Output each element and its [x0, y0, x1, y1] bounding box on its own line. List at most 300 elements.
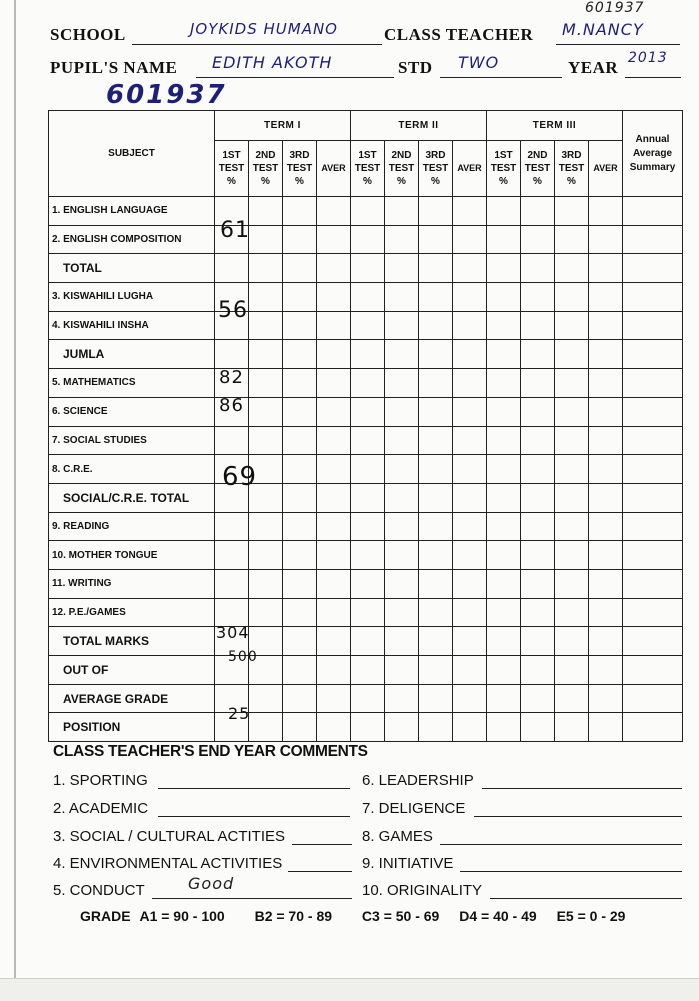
mark-cell	[623, 656, 683, 685]
mark-cell	[521, 483, 555, 512]
mark-cell	[521, 512, 555, 541]
mark-cell	[453, 225, 487, 254]
mark-cell	[419, 569, 453, 598]
mark-cell	[589, 656, 623, 685]
mark-cell	[249, 225, 283, 254]
table-row	[49, 254, 683, 283]
mark-cell	[351, 340, 385, 369]
mark-cell	[215, 426, 249, 455]
mark-cell	[249, 254, 283, 283]
mark-cell	[317, 225, 351, 254]
mark-cell	[351, 598, 385, 627]
mark-cell	[555, 340, 589, 369]
mark-cell	[453, 254, 487, 283]
comment-left-2: 2. ACADEMIC	[53, 800, 149, 817]
mark-cell	[521, 684, 555, 713]
subject-name: 2. ENGLISH COMPOSITION	[49, 225, 215, 254]
table-row	[49, 397, 683, 426]
mark-cell	[419, 627, 453, 656]
pupil-name-label: PUPIL'S NAME	[50, 58, 178, 77]
mark-cell	[623, 225, 683, 254]
subject-name: 11. WRITING	[49, 569, 215, 598]
mark-cell	[385, 197, 419, 226]
grade-e5: E5 = 0 - 29	[556, 908, 626, 924]
mark-cell	[419, 483, 453, 512]
mark-cell	[351, 541, 385, 570]
mark-cell	[453, 627, 487, 656]
mark-cell	[283, 197, 317, 226]
comment-line-left	[292, 844, 352, 845]
mark-cell	[317, 512, 351, 541]
mark-position: 25	[228, 704, 251, 723]
mark-cell	[453, 369, 487, 398]
mark-cell	[487, 713, 521, 742]
year-value: 2013	[628, 50, 668, 66]
mark-cell	[283, 684, 317, 713]
mark-cell	[249, 684, 283, 713]
mark-cell	[351, 627, 385, 656]
mark-cell	[419, 340, 453, 369]
mark-cell	[623, 455, 683, 484]
mark-cell	[317, 541, 351, 570]
mark-cell	[623, 569, 683, 598]
subject-header: SUBJECT	[49, 111, 215, 197]
mark-cell	[555, 397, 589, 426]
mark-cell	[215, 340, 249, 369]
mark-cell	[283, 369, 317, 398]
mark-cell	[555, 254, 589, 283]
subject-name: 5. MATHEMATICS	[49, 369, 215, 398]
grade-c3: C3 = 50 - 69	[361, 908, 440, 924]
table-row	[49, 569, 683, 598]
mark-cell	[487, 483, 521, 512]
mark-cell	[487, 311, 521, 340]
mark-cell	[521, 455, 555, 484]
mark-cell	[283, 455, 317, 484]
table-row	[49, 455, 683, 484]
mark-cell	[249, 311, 283, 340]
grade-scale	[80, 908, 625, 924]
mark-cell	[385, 569, 419, 598]
mark-cell	[555, 684, 589, 713]
mark-cell	[521, 225, 555, 254]
mark-cell	[283, 311, 317, 340]
mark-cell	[487, 397, 521, 426]
mark-cell	[249, 569, 283, 598]
mark-cell	[623, 426, 683, 455]
mark-cell	[589, 627, 623, 656]
table-row	[49, 225, 683, 254]
mark-cell	[521, 340, 555, 369]
mark-mathematics: 82	[219, 367, 244, 388]
mark-cell	[249, 197, 283, 226]
mark-cell	[283, 598, 317, 627]
mark-cell	[351, 483, 385, 512]
subject-name: 7. SOCIAL STUDIES	[49, 426, 215, 455]
mark-cell	[317, 426, 351, 455]
mark-cell	[385, 254, 419, 283]
class-teacher-label: CLASS TEACHER	[384, 25, 534, 44]
corner-note: 601937	[585, 0, 645, 16]
mark-science: 86	[219, 395, 244, 416]
mark-cell	[317, 283, 351, 312]
std-value: TWO	[458, 53, 500, 72]
table-row	[49, 311, 683, 340]
mark-cell	[453, 684, 487, 713]
mark-cell	[283, 569, 317, 598]
pupil-name-underline	[196, 77, 394, 78]
mark-english: 61	[220, 218, 250, 243]
page-edge-left	[14, 0, 16, 1000]
mark-cell	[521, 598, 555, 627]
mark-cell	[453, 197, 487, 226]
mark-cell	[589, 340, 623, 369]
comment-right-7: 7. DELIGENCE	[362, 800, 466, 817]
mark-cell	[487, 627, 521, 656]
mark-cell	[385, 426, 419, 455]
mark-cell	[419, 713, 453, 742]
mark-cell	[521, 311, 555, 340]
mark-cell	[385, 340, 419, 369]
mark-cell	[351, 426, 385, 455]
school-underline	[132, 44, 382, 45]
mark-cell	[487, 569, 521, 598]
mark-cell	[453, 311, 487, 340]
mark-cell	[249, 369, 283, 398]
mark-cell	[623, 197, 683, 226]
mark-cell	[419, 541, 453, 570]
mark-cell	[623, 684, 683, 713]
comment-left-4: 4. ENVIRONMENTAL ACTIVITIES	[53, 855, 283, 872]
mark-cell	[453, 598, 487, 627]
mark-cell	[453, 713, 487, 742]
mark-cell	[317, 713, 351, 742]
class-teacher-underline	[556, 44, 680, 45]
mark-cell	[283, 627, 317, 656]
mark-cell	[249, 283, 283, 312]
mark-cell	[589, 541, 623, 570]
grade-d4: D4 = 40 - 49	[459, 908, 537, 924]
mark-cell	[487, 541, 521, 570]
table-row	[49, 541, 683, 570]
mark-cell	[521, 254, 555, 283]
mark-cell	[283, 426, 317, 455]
mark-cell	[623, 283, 683, 312]
subject-name: 12. P.E./GAMES	[49, 598, 215, 627]
mark-cell	[555, 369, 589, 398]
mark-cell	[419, 311, 453, 340]
term-3-col-3: 3RD TEST %	[555, 141, 589, 197]
mark-cell	[215, 541, 249, 570]
mark-cell	[215, 569, 249, 598]
mark-cell	[283, 483, 317, 512]
mark-cell	[623, 369, 683, 398]
mark-cell	[351, 283, 385, 312]
mark-cell	[589, 455, 623, 484]
subject-name: 8. C.R.E.	[49, 455, 215, 484]
mark-cell	[589, 713, 623, 742]
term-1-col-1: 1ST TEST %	[215, 141, 249, 197]
table-row	[49, 684, 683, 713]
mark-cell	[283, 656, 317, 685]
mark-cell	[555, 541, 589, 570]
term-1-col-4: AVER	[317, 141, 351, 197]
term-3-col-4: AVER	[589, 141, 623, 197]
annual-average-header: Annual Average Summary	[623, 111, 683, 197]
mark-cell	[419, 197, 453, 226]
mark-cell	[623, 541, 683, 570]
mark-cell	[317, 627, 351, 656]
mark-cell	[317, 684, 351, 713]
mark-cell	[453, 656, 487, 685]
mark-cell	[453, 283, 487, 312]
mark-cell	[623, 713, 683, 742]
mark-cell	[385, 369, 419, 398]
grade-a1: A1 = 90 - 100	[139, 908, 225, 924]
subject-name: OUT OF	[49, 656, 215, 685]
subject-name: 10. MOTHER TONGUE	[49, 541, 215, 570]
mark-cell	[385, 225, 419, 254]
term-2-col-2: 2ND TEST %	[385, 141, 419, 197]
mark-cell	[283, 541, 317, 570]
mark-cell	[487, 684, 521, 713]
mark-cell	[487, 598, 521, 627]
mark-cell	[487, 254, 521, 283]
subject-name: AVERAGE GRADE	[49, 684, 215, 713]
mark-cell	[317, 311, 351, 340]
term-2-col-3: 3RD TEST %	[419, 141, 453, 197]
mark-cell	[589, 684, 623, 713]
table-row	[49, 369, 683, 398]
mark-cell	[351, 656, 385, 685]
comment-line-right	[460, 871, 682, 872]
mark-cell	[623, 512, 683, 541]
subject-name: SOCIAL/C.R.E. TOTAL	[49, 483, 215, 512]
mark-cell	[589, 569, 623, 598]
table-row	[49, 197, 683, 226]
mark-cell	[419, 426, 453, 455]
mark-cell	[419, 455, 453, 484]
mark-cell	[623, 627, 683, 656]
mark-cell	[419, 684, 453, 713]
term-1-col-3: 3RD TEST %	[283, 141, 317, 197]
mark-cell	[555, 426, 589, 455]
comment-line-right	[482, 788, 682, 789]
subject-name: 1. ENGLISH LANGUAGE	[49, 197, 215, 226]
mark-cell	[385, 684, 419, 713]
mark-cell	[249, 713, 283, 742]
marks-table	[48, 110, 683, 742]
mark-cell	[317, 397, 351, 426]
mark-cell	[623, 340, 683, 369]
school-value: JOYKIDS HUMANO	[190, 20, 338, 38]
mark-cell	[521, 197, 555, 226]
mark-cell	[555, 656, 589, 685]
mark-cell	[487, 369, 521, 398]
mark-cell	[419, 225, 453, 254]
mark-cell	[419, 369, 453, 398]
term-2-col-1: 1ST TEST %	[351, 141, 385, 197]
comment-line-left	[152, 898, 352, 899]
comment-left-3: 3. SOCIAL / CULTURAL ACTITIES	[53, 828, 286, 845]
mark-cell	[623, 483, 683, 512]
std-label: STD	[398, 58, 433, 77]
mark-cell	[249, 512, 283, 541]
mark-cell	[623, 397, 683, 426]
mark-cell	[351, 512, 385, 541]
mark-cell	[589, 483, 623, 512]
comment-left-1: 1. SPORTING	[53, 772, 148, 789]
mark-cell	[453, 512, 487, 541]
mark-cell	[283, 397, 317, 426]
mark-cell	[487, 197, 521, 226]
mark-cell	[521, 569, 555, 598]
mark-cell	[521, 397, 555, 426]
page-edge-bottom	[0, 978, 699, 1001]
mark-cell	[215, 512, 249, 541]
mark-cell	[555, 455, 589, 484]
mark-cell	[385, 627, 419, 656]
mark-cell	[283, 340, 317, 369]
mark-cell	[419, 656, 453, 685]
mark-cell	[589, 512, 623, 541]
subject-name: 6. SCIENCE	[49, 397, 215, 426]
mark-cell	[249, 598, 283, 627]
mark-cell	[521, 369, 555, 398]
mark-cell	[555, 598, 589, 627]
subject-name: JUMLA	[49, 340, 215, 369]
comment-line-left	[158, 816, 350, 817]
mark-cell	[453, 426, 487, 455]
mark-cell	[623, 311, 683, 340]
grade-label: GRADE	[80, 908, 131, 924]
term-3-header: TERM III	[487, 111, 623, 141]
mark-cell	[521, 627, 555, 656]
mark-cell	[317, 369, 351, 398]
mark-cell	[249, 397, 283, 426]
mark-cell	[385, 512, 419, 541]
mark-cell	[589, 225, 623, 254]
subject-name: TOTAL	[49, 254, 215, 283]
year-label: YEAR	[568, 58, 619, 77]
mark-cell	[453, 483, 487, 512]
comment-line-left	[288, 871, 352, 872]
comment-right-9: 9. INITIATIVE	[362, 855, 454, 872]
subject-name: 3. KISWAHILI LUGHA	[49, 283, 215, 312]
mark-cell	[351, 369, 385, 398]
std-underline	[440, 77, 562, 78]
mark-cell	[385, 397, 419, 426]
mark-cell	[351, 713, 385, 742]
mark-out-of: 500	[228, 649, 258, 665]
mark-cell	[283, 512, 317, 541]
mark-cell	[283, 713, 317, 742]
term-1-header: TERM I	[215, 111, 351, 141]
mark-cell	[521, 426, 555, 455]
mark-cre: 69	[222, 462, 258, 492]
comment-right-10: 10. ORIGINALITY	[362, 882, 483, 899]
comment-left-5: 5. CONDUCT	[53, 882, 145, 899]
mark-cell	[487, 426, 521, 455]
handwritten-id: 601937	[106, 80, 227, 110]
mark-cell	[453, 455, 487, 484]
mark-cell	[487, 656, 521, 685]
mark-cell	[385, 311, 419, 340]
comment-right-6: 6. LEADERSHIP	[362, 772, 474, 789]
mark-cell	[215, 254, 249, 283]
mark-cell	[317, 598, 351, 627]
mark-cell	[487, 512, 521, 541]
mark-cell	[419, 598, 453, 627]
mark-cell	[317, 197, 351, 226]
mark-cell	[555, 512, 589, 541]
mark-cell	[249, 340, 283, 369]
mark-cell	[385, 713, 419, 742]
table-row	[49, 283, 683, 312]
mark-cell	[487, 455, 521, 484]
grade-b2: B2 = 70 - 89	[254, 908, 333, 924]
mark-cell	[317, 656, 351, 685]
mark-cell	[555, 311, 589, 340]
mark-cell	[589, 283, 623, 312]
conduct-value: Good	[188, 874, 235, 893]
mark-cell	[555, 283, 589, 312]
comment-right-8: 8. GAMES	[362, 828, 433, 845]
mark-cell	[351, 311, 385, 340]
class-teacher-value: M.NANCY	[562, 20, 644, 39]
mark-cell	[487, 340, 521, 369]
table-row	[49, 627, 683, 656]
mark-cell	[623, 598, 683, 627]
mark-cell	[283, 225, 317, 254]
mark-cell	[317, 483, 351, 512]
mark-cell	[351, 197, 385, 226]
table-row	[49, 426, 683, 455]
mark-cell	[453, 541, 487, 570]
term-2-header: TERM II	[351, 111, 487, 141]
mark-cell	[453, 397, 487, 426]
mark-cell	[249, 541, 283, 570]
table-row	[49, 512, 683, 541]
mark-cell	[317, 254, 351, 283]
mark-cell	[351, 455, 385, 484]
comments-title: CLASS TEACHER'S END YEAR COMMENTS	[53, 743, 368, 760]
mark-cell	[419, 254, 453, 283]
mark-cell	[521, 283, 555, 312]
mark-kiswahili: 56	[218, 298, 248, 323]
mark-cell	[351, 254, 385, 283]
year-underline	[625, 77, 681, 78]
table-row	[49, 656, 683, 685]
mark-cell	[623, 254, 683, 283]
mark-cell	[317, 569, 351, 598]
mark-cell	[351, 684, 385, 713]
mark-cell	[283, 283, 317, 312]
mark-total: 304	[216, 623, 250, 642]
mark-cell	[249, 426, 283, 455]
mark-cell	[351, 569, 385, 598]
mark-cell	[589, 254, 623, 283]
term-3-col-1: 1ST TEST %	[487, 141, 521, 197]
subject-name: 9. READING	[49, 512, 215, 541]
mark-cell	[419, 397, 453, 426]
mark-cell	[589, 397, 623, 426]
mark-cell	[521, 713, 555, 742]
mark-cell	[555, 713, 589, 742]
table-row	[49, 483, 683, 512]
mark-cell	[589, 426, 623, 455]
mark-cell	[385, 455, 419, 484]
